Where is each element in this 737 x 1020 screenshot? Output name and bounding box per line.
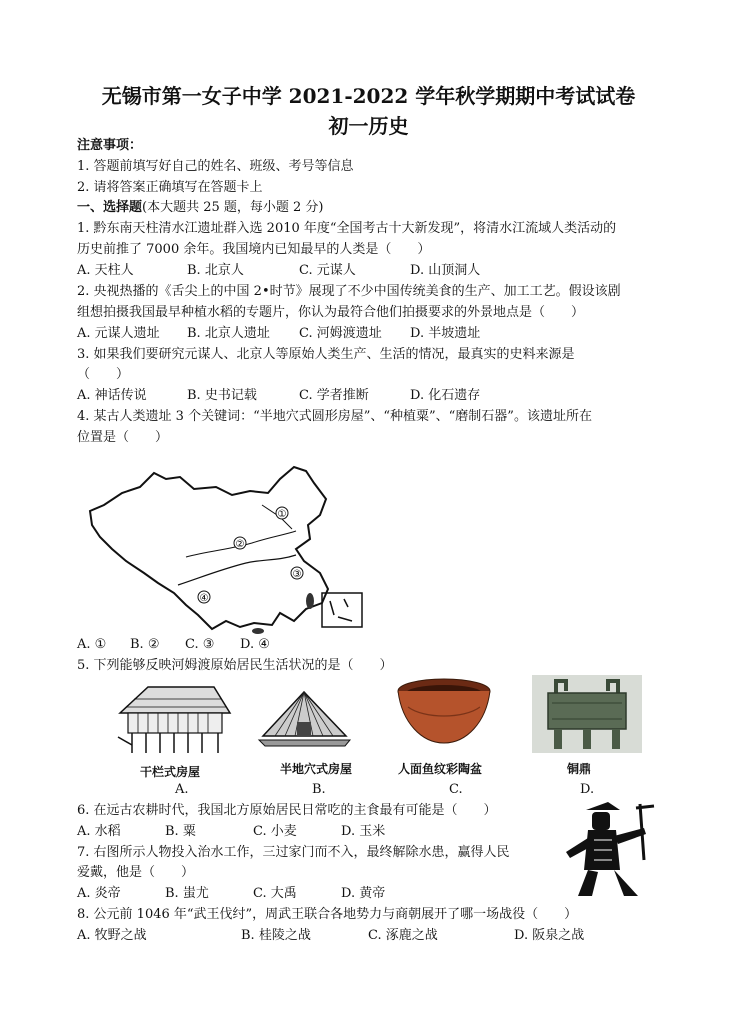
- question-7-line1: 7. 右图所示人物投入治水工作，三过家门而不入，最终解除水患，赢得人民: [77, 845, 510, 860]
- question-2-line2: 组想拍摄我国最早种植水稻的专题片，你认为最符合他们拍摄要求的外景地点是（ ）: [77, 305, 585, 320]
- da-yu-figure-image: [558, 800, 658, 898]
- question-4-line1: 4. 某古人类遗址 3 个关键词：“半地穴式圆形房屋”、“种植粟”、“磨制石器”。该遗址所在: [77, 409, 592, 424]
- map-marker: [234, 537, 246, 550]
- map-marker: [291, 567, 303, 580]
- option-b[interactable]: B. 粟: [165, 824, 196, 839]
- note-item: 1. 答题前填写好自己的姓名、班级、考号等信息: [77, 159, 354, 174]
- painted-pottery-basin-image: [394, 677, 494, 749]
- option-b[interactable]: B. 蚩尤: [165, 886, 209, 901]
- note-item: 2. 请将答案正确填写在答题卡上: [77, 180, 263, 195]
- stilt-house-image: [114, 685, 234, 755]
- option-a[interactable]: A. 牧野之战: [77, 928, 147, 943]
- option-b[interactable]: B.: [312, 782, 326, 797]
- notes-heading: 注意事项：: [77, 138, 143, 153]
- option-b[interactable]: B. 桂陵之战: [241, 928, 311, 943]
- question-3-line2: （ ）: [77, 367, 130, 382]
- option-c[interactable]: C. ③: [185, 637, 215, 652]
- map-marker: [198, 591, 210, 604]
- option-c[interactable]: C. 大禹: [253, 886, 297, 901]
- south-sea-inset: [322, 593, 362, 627]
- option-d[interactable]: D. 阪泉之战: [514, 928, 585, 943]
- option-b[interactable]: B. 史书记载: [187, 388, 257, 403]
- map-marker: [276, 507, 288, 520]
- question-7-line2: 爱戴，他是（ ）: [77, 865, 195, 880]
- section-desc: (本大题共 25 题，每小题 2 分): [142, 200, 324, 215]
- section-heading: [77, 199, 324, 217]
- option-d[interactable]: D. 化石遗存: [410, 388, 481, 403]
- image-caption: 干栏式房屋: [140, 765, 201, 779]
- option-c[interactable]: C. 学者推断: [299, 388, 369, 403]
- option-b[interactable]: B. 北京人遗址: [187, 326, 270, 341]
- option-a[interactable]: A. ①: [77, 637, 107, 652]
- option-a[interactable]: A. 神话传说: [77, 388, 147, 403]
- question-5-line1: 5. 下列能够反映河姆渡原始居民生活状况的是（ ）: [77, 658, 393, 673]
- question-8-line1: 8. 公元前 1046 年“武王伐纣”，周武王联合各地势力与商朝展开了哪一场战役（ ）: [77, 907, 578, 922]
- question-2-line1: 2. 央视热播的《舌尖上的中国 2•时节》展现了不少中国传统美食的生产、加工工艺。假设该剧: [77, 284, 621, 299]
- question-6-line1: 6. 在远古农耕时代，我国北方原始居民日常吃的主食最有可能是（ ）: [77, 803, 497, 818]
- option-a[interactable]: A. 天柱人: [77, 263, 134, 278]
- exam-subtitle: 初一历史: [328, 114, 409, 138]
- china-outline: [90, 467, 328, 629]
- option-d[interactable]: D. 半坡遗址: [410, 326, 481, 341]
- svg-text:①: ①: [277, 509, 287, 520]
- option-d[interactable]: D. 黄帝: [341, 886, 386, 901]
- question-4-line2: 位置是（ ）: [77, 430, 169, 445]
- option-a[interactable]: A. 炎帝: [77, 886, 121, 901]
- option-c[interactable]: C. 涿鹿之战: [368, 928, 438, 943]
- option-a[interactable]: A. 水稻: [77, 824, 121, 839]
- option-d[interactable]: D. 玉米: [341, 824, 386, 839]
- option-a[interactable]: A. 元谋人遗址: [77, 326, 160, 341]
- hainan-island: [252, 628, 264, 634]
- option-b[interactable]: B. ②: [130, 637, 160, 652]
- image-caption: 铜鼎: [567, 762, 592, 776]
- question-1-line2: 历史前推了 7000 余年。我国境内已知最早的人类是（ ）: [77, 242, 431, 257]
- svg-text:③: ③: [292, 569, 302, 580]
- image-caption: 人面鱼纹彩陶盆: [398, 762, 483, 776]
- bronze-ding-image: [532, 675, 642, 753]
- svg-text:④: ④: [199, 593, 209, 604]
- option-d[interactable]: D. 山顶洞人: [410, 263, 481, 278]
- option-c[interactable]: C. 河姆渡遗址: [299, 326, 382, 341]
- question-1-line1: 1. 黔东南天柱清水江遗址群入选 2010 年度“全国考古十大新发现”，将清水江流域人类活动的: [77, 221, 617, 236]
- option-b[interactable]: B. 北京人: [187, 263, 244, 278]
- question-3-line1: 3. 如果我们要研究元谋人、北京人等原始人类生产、生活的情况，最真实的史料来源是: [77, 347, 575, 362]
- semi-pit-house-image: [257, 688, 352, 750]
- option-c[interactable]: C. 小麦: [253, 824, 297, 839]
- option-d[interactable]: D. ④: [240, 637, 270, 652]
- option-c[interactable]: C.: [449, 782, 463, 797]
- exam-title: 无锡市第一女子中学 2021-2022 学年秋学期期中考试试卷: [101, 84, 636, 108]
- option-d[interactable]: D.: [580, 782, 595, 797]
- china-map: [82, 465, 367, 635]
- option-a[interactable]: A.: [175, 782, 189, 797]
- taiwan-island: [306, 593, 314, 609]
- svg-text:②: ②: [235, 539, 245, 550]
- image-caption: 半地穴式房屋: [280, 762, 353, 776]
- option-c[interactable]: C. 元谋人: [299, 263, 356, 278]
- section-title: 一、选择题: [77, 200, 143, 215]
